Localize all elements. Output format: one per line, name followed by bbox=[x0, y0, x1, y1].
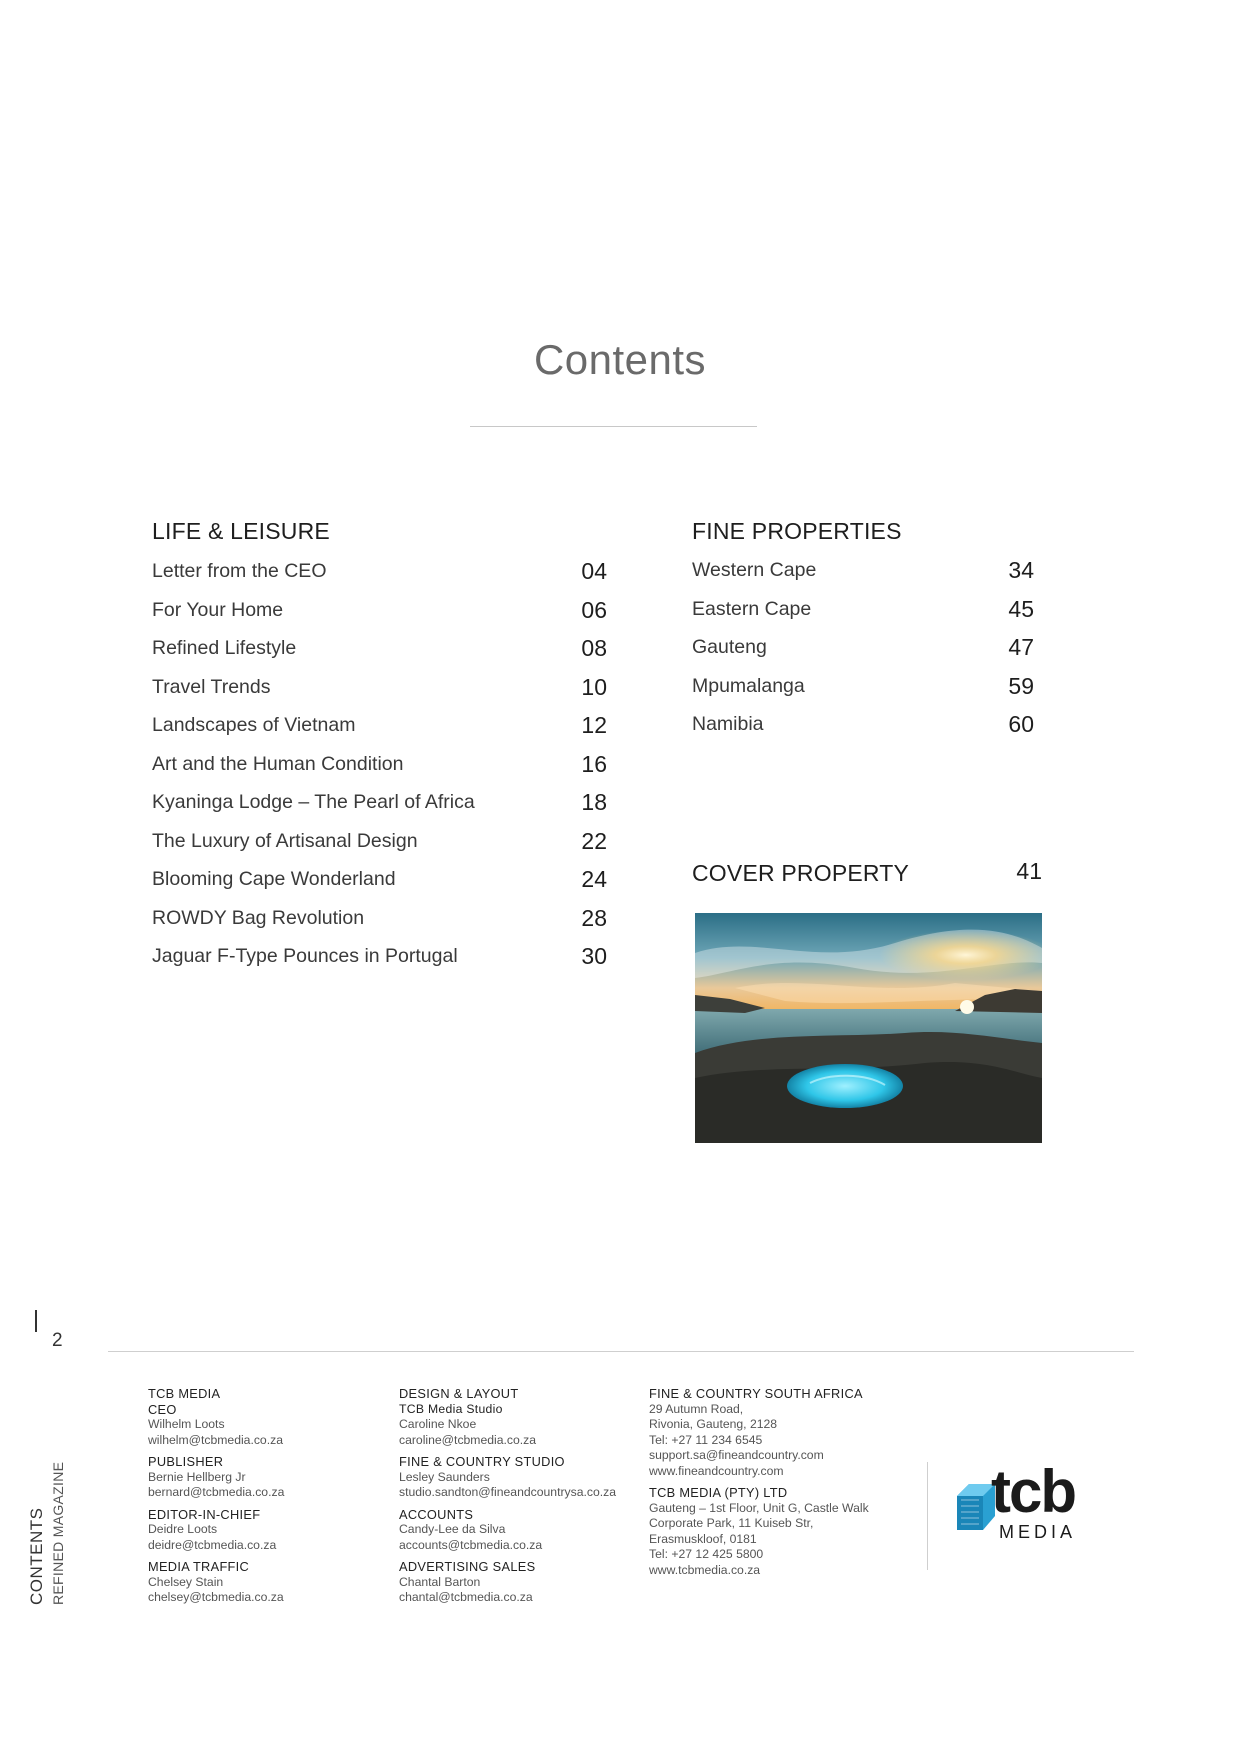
footer-text: Rivonia, Gauteng, 2128 bbox=[649, 1417, 778, 1431]
toc-item-page: 16 bbox=[581, 750, 607, 777]
logo-subline: MEDIA bbox=[999, 1522, 1077, 1542]
toc-item-page: 34 bbox=[1008, 557, 1034, 583]
toc-item-page: 22 bbox=[581, 827, 607, 854]
footer-link[interactable]: www.fineandcountry.com bbox=[649, 1463, 784, 1478]
footer-text: Tel: +27 12 425 5800 bbox=[649, 1547, 764, 1561]
footer-email[interactable]: deidre@tcbmedia.co.za bbox=[148, 1537, 277, 1552]
footer-text: Caroline Nkoe bbox=[399, 1417, 477, 1431]
footer-heading: DESIGN & LAYOUT bbox=[399, 1386, 519, 1401]
fine-properties-heading: FINE PROPERTIES bbox=[692, 518, 902, 544]
side-publication-label: REFINED MAGAZINE bbox=[50, 1461, 66, 1605]
life-leisure-heading: LIFE & LEISURE bbox=[152, 518, 330, 544]
toc-item-label: The Luxury of Artisanal Design bbox=[152, 829, 418, 852]
toc-item-page: 60 bbox=[1008, 711, 1034, 737]
footer-col-design bbox=[399, 1386, 649, 1606]
footer-email[interactable]: wilhelm@tcbmedia.co.za bbox=[148, 1432, 283, 1447]
footer-heading: ACCOUNTS bbox=[399, 1506, 474, 1522]
toc-item[interactable] bbox=[152, 945, 612, 975]
footer-heading: FINE & COUNTRY SOUTH AFRICA bbox=[649, 1386, 863, 1401]
logo-wordmark: tcb bbox=[991, 1458, 1075, 1525]
toc-item[interactable] bbox=[152, 560, 612, 590]
toc-item-page: 30 bbox=[581, 943, 607, 969]
toc-item[interactable] bbox=[152, 750, 612, 783]
side-section-label: CONTENTS bbox=[27, 1507, 46, 1605]
toc-item-label: Mpumalanga bbox=[692, 674, 805, 697]
footer-text: 29 Autumn Road, bbox=[649, 1401, 744, 1416]
footer-text: Deidre Loots bbox=[148, 1522, 218, 1536]
side-bar-mark bbox=[35, 1310, 37, 1332]
footer-subheading: TCB Media Studio bbox=[399, 1401, 503, 1416]
toc-item-page: 08 bbox=[581, 635, 607, 661]
toc-item-page: 12 bbox=[581, 712, 607, 738]
coastal-sunset-photo bbox=[695, 913, 1042, 1143]
toc-item-label: Art and the Human Condition bbox=[152, 752, 404, 775]
toc-item-label: ROWDY Bag Revolution bbox=[152, 906, 365, 929]
footer-text: Wilhelm Loots bbox=[148, 1417, 225, 1431]
toc-item-label: Kyaninga Lodge – The Pearl of Africa bbox=[152, 791, 475, 813]
toc-item[interactable] bbox=[152, 868, 612, 898]
toc-item-label: Jaguar F-Type Pounces in Portugal bbox=[152, 945, 458, 967]
footer-text: Corporate Park, 11 Kuiseb Str, bbox=[649, 1516, 814, 1530]
cover-property-heading: COVER PROPERTY bbox=[692, 860, 910, 886]
toc-item[interactable] bbox=[692, 595, 1042, 628]
toc-item[interactable] bbox=[152, 791, 612, 821]
footer-divider bbox=[108, 1351, 1134, 1352]
footer-text: Bernie Hellberg Jr bbox=[148, 1469, 246, 1484]
toc-item[interactable] bbox=[692, 713, 1042, 743]
footer-email[interactable]: studio.sandton@fineandcountrysa.co.za bbox=[399, 1485, 616, 1499]
fine-properties-list bbox=[692, 559, 1042, 759]
footer-email[interactable]: chantal@tcbmedia.co.za bbox=[399, 1590, 533, 1604]
page-title: Contents bbox=[533, 336, 707, 383]
footer-text: Chelsey Stain bbox=[148, 1574, 224, 1589]
toc-item[interactable] bbox=[152, 827, 612, 860]
footer-heading: PUBLISHER bbox=[148, 1454, 224, 1469]
footer-text: Lesley Saunders bbox=[399, 1469, 490, 1484]
footer-heading: CEO bbox=[148, 1401, 177, 1417]
toc-item-page: 59 bbox=[1008, 672, 1034, 699]
toc-item-page: 06 bbox=[581, 596, 607, 623]
toc-item-page: 18 bbox=[581, 789, 607, 815]
toc-item-page: 04 bbox=[581, 558, 607, 584]
footer-email[interactable]: bernard@tcbmedia.co.za bbox=[148, 1485, 285, 1499]
footer-text: Candy-Lee da Silva bbox=[399, 1522, 506, 1536]
toc-item-label: Refined Lifestyle bbox=[152, 637, 297, 659]
toc-item-label: Namibia bbox=[692, 713, 764, 735]
page-number: 2 bbox=[52, 1330, 63, 1351]
footer-heading: MEDIA TRAFFIC bbox=[148, 1559, 250, 1574]
toc-item[interactable] bbox=[152, 673, 612, 706]
footer-col-addresses bbox=[649, 1386, 919, 1578]
toc-item-page: 24 bbox=[581, 866, 607, 892]
footer-text: Chantal Barton bbox=[399, 1574, 481, 1589]
toc-item-page: 28 bbox=[581, 904, 607, 931]
footer-heading: TCB MEDIA (PTY) LTD bbox=[649, 1485, 788, 1500]
toc-item-label: Eastern Cape bbox=[692, 597, 812, 620]
footer-text: Gauteng – 1st Floor, Unit G, Castle Walk bbox=[649, 1500, 869, 1515]
footer-heading: EDITOR-IN-CHIEF bbox=[148, 1506, 261, 1522]
toc-item[interactable] bbox=[152, 904, 612, 937]
cover-property-image[interactable] bbox=[695, 913, 1042, 1143]
toc-item-label: Blooming Cape Wonderland bbox=[152, 868, 396, 890]
footer-email[interactable]: support.sa@fineandcountry.com bbox=[649, 1448, 824, 1462]
toc-item-label: For Your Home bbox=[152, 598, 284, 621]
life-leisure-list bbox=[152, 560, 612, 980]
logo-divider bbox=[927, 1462, 928, 1570]
cover-property-page: 41 bbox=[1016, 858, 1042, 884]
toc-item[interactable] bbox=[692, 672, 1042, 705]
footer-col-tcb-media bbox=[148, 1386, 378, 1606]
toc-item[interactable] bbox=[692, 636, 1042, 666]
footer-heading: ADVERTISING SALES bbox=[399, 1559, 536, 1574]
toc-item-page: 45 bbox=[1008, 595, 1034, 622]
footer-email[interactable]: caroline@tcbmedia.co.za bbox=[399, 1432, 537, 1447]
footer-heading: FINE & COUNTRY STUDIO bbox=[399, 1454, 565, 1469]
side-running-header bbox=[26, 1300, 76, 1630]
toc-item[interactable] bbox=[152, 637, 612, 667]
toc-item-label: Letter from the CEO bbox=[152, 560, 327, 582]
toc-item[interactable] bbox=[152, 596, 612, 629]
toc-item-label: Western Cape bbox=[692, 559, 817, 581]
footer-email[interactable]: chelsey@tcbmedia.co.za bbox=[148, 1590, 284, 1604]
toc-item-page: 47 bbox=[1008, 634, 1034, 660]
toc-item[interactable] bbox=[692, 559, 1042, 589]
footer-link[interactable]: www.tcbmedia.co.za bbox=[649, 1562, 761, 1577]
footer-text: Erasmuskloof, 0181 bbox=[649, 1531, 757, 1546]
toc-item-label: Landscapes of Vietnam bbox=[152, 714, 356, 736]
toc-item[interactable] bbox=[152, 714, 612, 744]
toc-item-page: 10 bbox=[581, 673, 607, 700]
toc-item-label: Gauteng bbox=[692, 636, 767, 658]
footer-email[interactable]: accounts@tcbmedia.co.za bbox=[399, 1537, 543, 1552]
title-divider bbox=[470, 426, 757, 427]
tcb-media-logo bbox=[955, 1458, 1090, 1544]
toc-item-label: Travel Trends bbox=[152, 675, 271, 698]
footer-text: Tel: +27 11 234 6545 bbox=[649, 1432, 763, 1447]
footer-heading: TCB MEDIA bbox=[148, 1386, 221, 1401]
